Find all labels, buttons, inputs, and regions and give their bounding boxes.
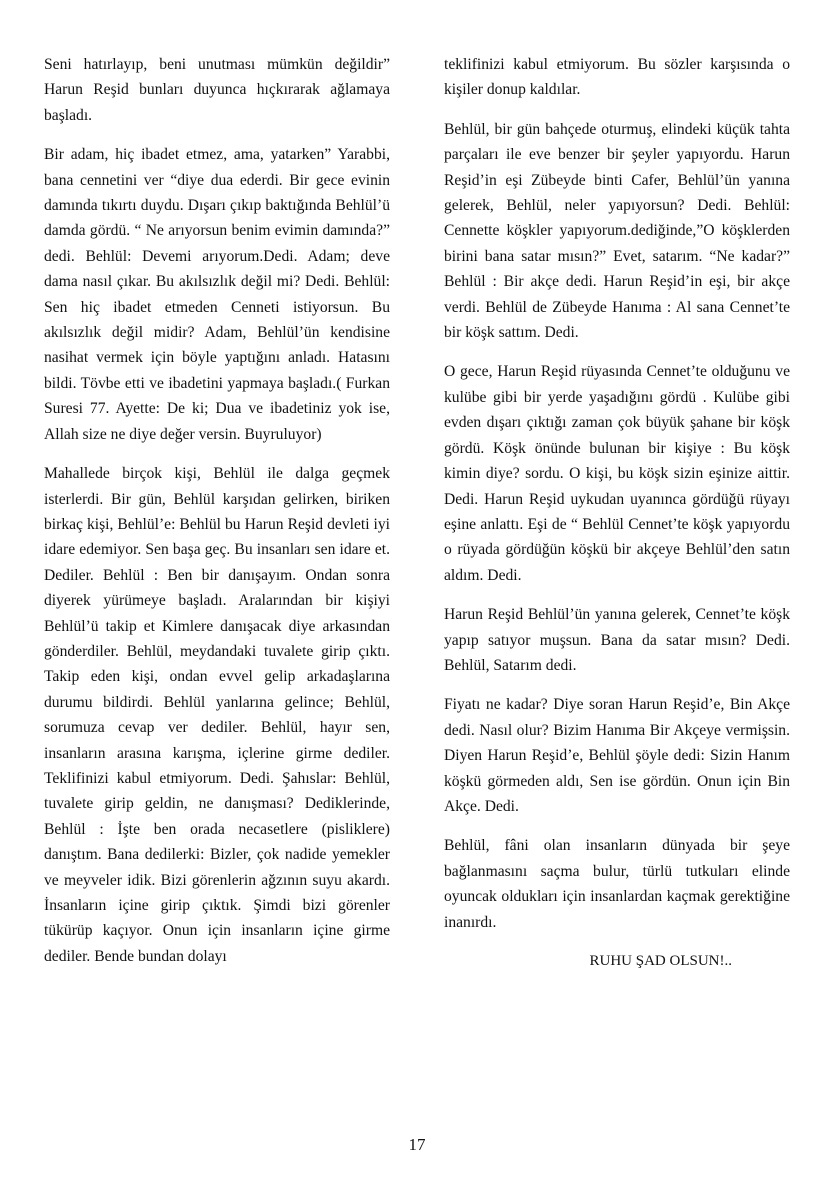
paragraph: Fiyatı ne kadar? Diye soran Harun Reşid’e, Bin Akçe dedi. Nasıl olur? Bizim Hanıma Bir Akçeye vermişsin. Diyen Harun Reşid’e, Behlül şöyle dedi: Sizin Hanım köşkü görmeden aldı, Sen ise gördün. Onun için Bin Akçe. Dedi. [444,696,790,815]
paragraph: Mahallede birçok kişi, Behlül ile dalga geçmek isterlerdi. Bir gün, Behlül karşıdan gelirken, biriken birkaç kişi, Behlül’e: Behlül bu Harun Reşid devleti iyi idare edemiyor. Sen başa geç. Bu insanları sen idare et. Dediler. Behlül : Ben bir danışayım. Ondan sonra diyerek yürümeye başladı. Aralarından bir kişiyi Behlül’ü takip et Kimlere danışacak diye arkasından gönderdiler. Behlül, meydandaki tuvalete girip çıktı. Takip eden kişi, ondan evvel gelip arkadaşlarına durumu bildirdi. Behlül yanlarına gelince; Behlül, sorumuza cevap ver dediler. Behlül, hayır sen, insanların arasına karışma, içlerine girme dediler. Teklifinizi kabul etmiyorum. Dedi. Şahıslar: Behlül, tuvalete girip geldin, ne danışması? Dediklerinde, Behlül : İşte ben orada necasetlere (pisliklere) danıştım. Bana dedilerki: Bizler, çok nadide yemekler ve meyveler idik. Bizi görenlerin ağzının suyu akardı. İnsanların içine girip çıktık. Şimdi bizi görenler tükürüp kaçıyor. Onun için insanların içine girme dediler. Bende bundan dolayı [44,465,390,965]
paragraph: Seni hatırlayıp, beni unutması mümkün değildir” Harun Reşid bunları duyunca hıçkırarak ağlamaya başladı. [44,56,390,124]
paragraph: Bir adam, hiç ibadet etmez, ama, yatarken” Yarabbi, bana cennetini ver “diye dua ederdi. Bir gece evinin damında tıkırtı duydu. Dışarı çıkıp baktığında Behlül’ü damda gördü. “ Ne arıyorsun benim evimin damında?” dedi. Behlül: Devemi arıyorum.Dedi. Adam; deve dama nasıl çıkar. Bu akılsızlık değil mi? Dedi. Behlül: Sen hiç ibadet etmeden Cenneti istiyorsun. Bu akılsızlık değil midir? Adam, Behlül’ün kendisine nasihat vermek için böyle yaptığını anladı. Hatasını bildi. Tövbe etti ve ibadetini yapmaya başladı.( Furkan Suresi 77. Ayette: De ki; Dua ve ibadetiniz yok ise, Allah size ne diye değer versin. Buyruluyor) [44,146,390,443]
paragraph: O gece, Harun Reşid rüyasında Cennet’te olduğunu ve kulübe gibi bir yerde yaşadığını gördü . Kulübe gibi evden dışarı çıktığı zaman çok büyük şahane bir köşk gördü. Köşk önünde bulunan bir kişiye : Bu köşk kimin diye? sordu. O kişi, bu köşk sizin eşinize aittir. Dedi. Harun Reşid uykudan uyanınca gördüğü rüyayı eşine anlattı. Eşi de “ Behlül Cennet’te köşk yapıyordu o rüyada gördüğün köşkü bir akçeye Behlül’den satın aldım. Dedi. [444,363,790,584]
closing-line: RUHU ŞAD OLSUN!.. [589,953,732,969]
right-column [444,52,790,974]
left-column [44,52,390,983]
page-number: 17 [408,1135,426,1154]
paragraph: Harun Reşid Behlül’ün yanına gelerek, Cennet’te köşk yapıp satıyor muşsun. Bana da satar mısın? Dedi. Behlül, Satarım dedi. [444,606,790,674]
paragraph: Behlül, fâni olan insanların dünyada bir şeye bağlanmasını saçma bulur, türlü tutkuları elinde oyuncak oldukları için insanlardan kaçmak gerektiğine inanırdı. [444,837,790,931]
paragraph: Behlül, bir gün bahçede oturmuş, elindeki küçük tahta parçaları ile eve benzer bir şeyler yapıyordu. Harun Reşid’in eşi Zübeyde binti Cafer, Behlül’ün yanına gelerek, Behlül, neler yapıyorsun? Dedi. Behlül: Cennette köşkler yapıyorum.dediğinde,”O köşklerden birini bana satar mısın?” Evet, satarım. “Ne kadar?” Behlül : Bir akçe dedi. Harun Reşid’in eşi, bir akçe verdi. Behlül de Zübeyde Hanıma : Al sana Cennet’te bir köşk sattım. Dedi. [444,120,790,342]
paragraph: teklifinizi kabul etmiyorum. Bu sözler karşısında o kişiler donup kaldılar. [444,56,790,99]
